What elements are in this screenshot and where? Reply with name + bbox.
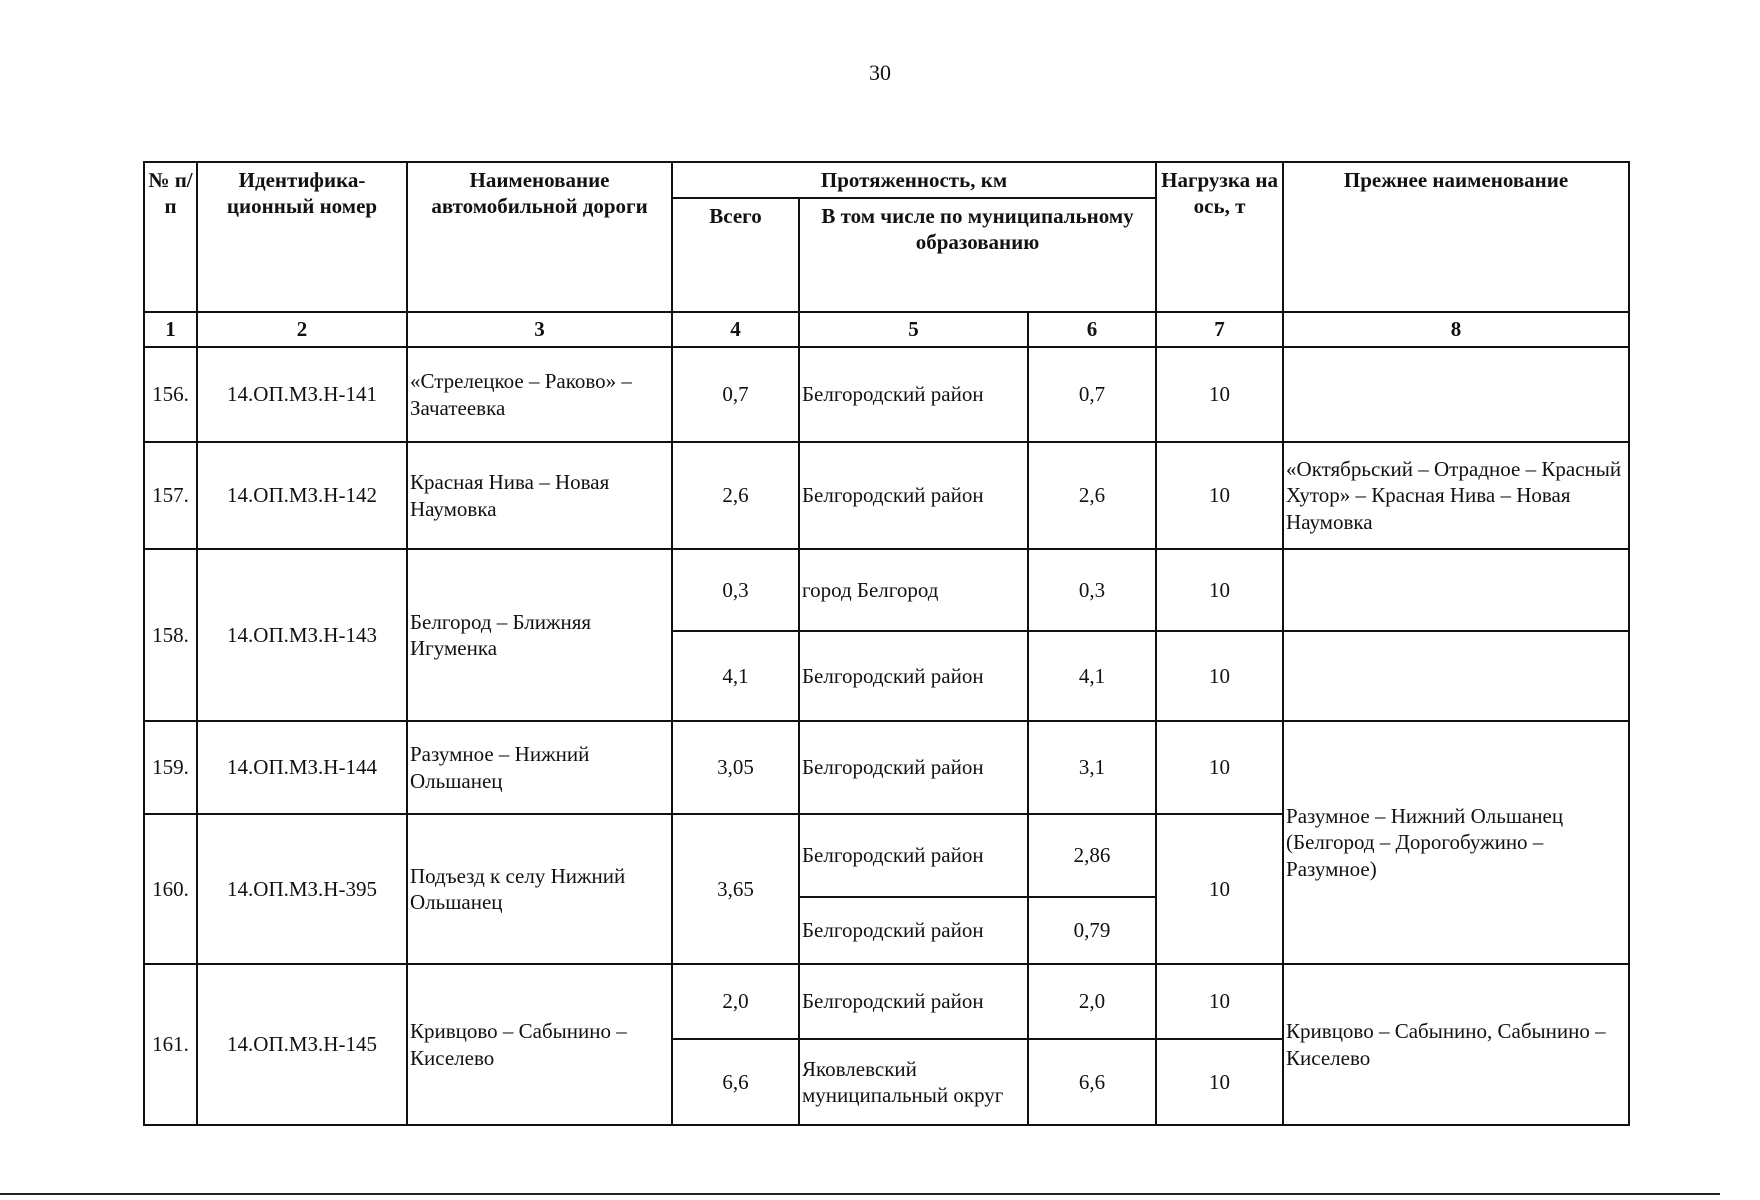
former-name: Разумное – Нижний Ольшанец (Белгород – Дорогобужино – Разумное): [1283, 721, 1629, 964]
column-number: 7: [1156, 312, 1283, 347]
row-number: 158.: [144, 549, 197, 721]
column-number: 5: [799, 312, 1028, 347]
table-row: [144, 442, 1629, 549]
total-length: 0,3: [672, 549, 799, 631]
axle-load: 10: [1156, 721, 1283, 814]
municipality: Белгородский район: [799, 721, 1028, 814]
municipality: Яковлевский муниципальный округ: [799, 1039, 1028, 1125]
column-number: 3: [407, 312, 672, 347]
municipality-length: 2,6: [1028, 442, 1156, 549]
road-id: 14.ОП.МЗ.Н-144: [197, 721, 407, 814]
municipality-length: 2,0: [1028, 964, 1156, 1039]
row-number: 157.: [144, 442, 197, 549]
row-number: 156.: [144, 347, 197, 442]
table-row: [144, 721, 1629, 814]
road-name: Белгород – Ближняя Игуменка: [407, 549, 672, 721]
total-length: 0,7: [672, 347, 799, 442]
road-name: «Стрелецкое – Раково» – Зачатеевка: [407, 347, 672, 442]
road-name: Красная Нива – Новая Наумовка: [407, 442, 672, 549]
axle-load: 10: [1156, 631, 1283, 721]
page-number: 30: [869, 60, 891, 85]
municipality: Белгородский район: [799, 347, 1028, 442]
column-number: 4: [672, 312, 799, 347]
table-row: [144, 964, 1629, 1039]
total-length: 4,1: [672, 631, 799, 721]
former-name: [1283, 347, 1629, 442]
column-number-row: [144, 312, 1629, 347]
axle-load: 10: [1156, 549, 1283, 631]
former-name: [1283, 549, 1629, 631]
road-name: Кривцово – Сабынино – Киселево: [407, 964, 672, 1125]
former-name: [1283, 631, 1629, 721]
table-row: [144, 549, 1629, 631]
header-length-group: Протяженность, км: [672, 162, 1156, 198]
axle-load: 10: [1156, 347, 1283, 442]
column-number: 8: [1283, 312, 1629, 347]
total-length: 2,0: [672, 964, 799, 1039]
municipality: Белгородский район: [799, 631, 1028, 721]
header-id: Идентифика-ционный номер: [197, 162, 407, 312]
header-num: № п/п: [144, 162, 197, 312]
column-number: 1: [144, 312, 197, 347]
roads-table: [143, 161, 1630, 1126]
municipality-length: 0,3: [1028, 549, 1156, 631]
municipality-length: 0,79: [1028, 897, 1156, 964]
axle-load: 10: [1156, 964, 1283, 1039]
header-total: Всего: [672, 198, 799, 312]
municipality-length: 3,1: [1028, 721, 1156, 814]
axle-load: 10: [1156, 442, 1283, 549]
road-id: 14.ОП.МЗ.Н-395: [197, 814, 407, 964]
former-name: «Октябрьский – Отрадное – Красный Хутор» – Красная Нива – Новая Наумовка: [1283, 442, 1629, 549]
total-length: 2,6: [672, 442, 799, 549]
header-by-municipality: В том числе по муниципальному образованию: [799, 198, 1156, 312]
column-number: 2: [197, 312, 407, 347]
total-length: 3,05: [672, 721, 799, 814]
total-length: 3,65: [672, 814, 799, 964]
road-id: 14.ОП.МЗ.Н-142: [197, 442, 407, 549]
header-axle-load: Нагрузка на ось, т: [1156, 162, 1283, 312]
axle-load: 10: [1156, 814, 1283, 964]
axle-load: 10: [1156, 1039, 1283, 1125]
municipality-length: 6,6: [1028, 1039, 1156, 1125]
former-name: Кривцово – Сабынино, Сабынино – Киселево: [1283, 964, 1629, 1125]
road-id: 14.ОП.МЗ.Н-143: [197, 549, 407, 721]
municipality: город Белгород: [799, 549, 1028, 631]
municipality-length: 2,86: [1028, 814, 1156, 897]
column-number: 6: [1028, 312, 1156, 347]
bottom-rule: [0, 1193, 1720, 1195]
municipality: Белгородский район: [799, 964, 1028, 1039]
municipality-length: 4,1: [1028, 631, 1156, 721]
row-number: 159.: [144, 721, 197, 814]
road-id: 14.ОП.МЗ.Н-141: [197, 347, 407, 442]
header-road-name: Наименование автомобильной дороги: [407, 162, 672, 312]
table-row: [144, 347, 1629, 442]
municipality: Белгородский район: [799, 897, 1028, 964]
total-length: 6,6: [672, 1039, 799, 1125]
header-row-1: [144, 162, 1629, 198]
municipality: Белгородский район: [799, 442, 1028, 549]
road-name: Разумное – Нижний Ольшанец: [407, 721, 672, 814]
municipality: Белгородский район: [799, 814, 1028, 897]
row-number: 161.: [144, 964, 197, 1125]
road-id: 14.ОП.МЗ.Н-145: [197, 964, 407, 1125]
municipality-length: 0,7: [1028, 347, 1156, 442]
road-name: Подъезд к селу Нижний Ольшанец: [407, 814, 672, 964]
header-former-name: Прежнее наименование: [1283, 162, 1629, 312]
row-number: 160.: [144, 814, 197, 964]
